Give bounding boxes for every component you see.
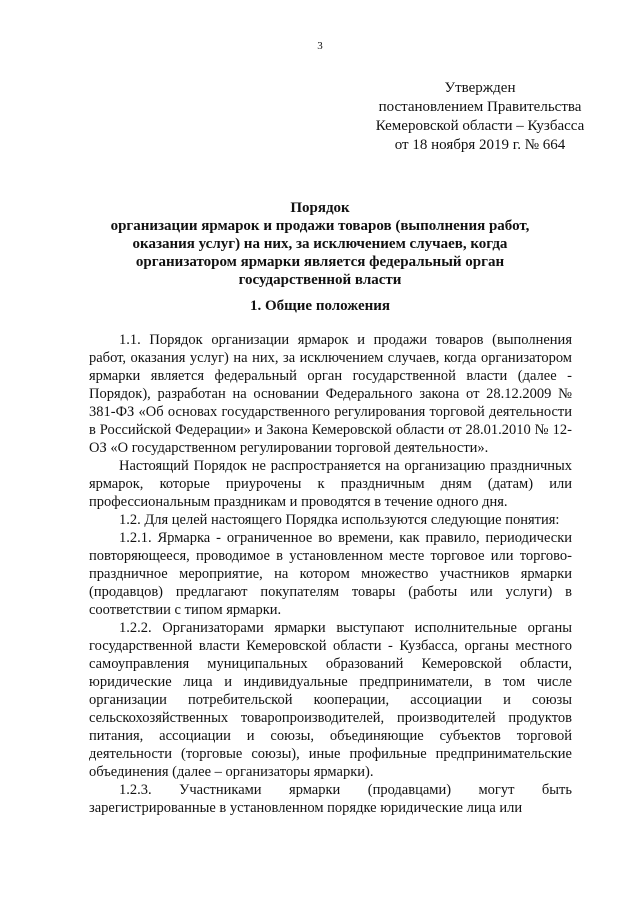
title-line: государственной власти bbox=[238, 272, 402, 288]
page-number: 3 bbox=[317, 40, 323, 52]
body-text bbox=[89, 331, 572, 817]
title-line: оказания услуг) на них, за исключением случаев, когда bbox=[132, 236, 508, 252]
approval-line: Утвержден bbox=[444, 80, 516, 96]
document-title bbox=[80, 199, 560, 289]
paragraph-scope: Настоящий Порядок не распространяется на организацию праздничных ярмарок, которые приурочены к праздничным дням (датам) или профессиональным праздникам и проводятся в течение одного дня. bbox=[89, 458, 572, 510]
approval-line: Кемеровской области – Кузбасса bbox=[375, 118, 585, 134]
approval-line: постановлением Правительства bbox=[378, 99, 582, 115]
title-line: организатором ярмарки является федеральный орган bbox=[135, 254, 505, 270]
title-line: организации ярмарок и продажи товаров (выполнения работ, bbox=[110, 218, 530, 234]
title-line: Порядок bbox=[290, 200, 350, 216]
paragraph-1-2-3: 1.2.3. Участниками ярмарки (продавцами) могут быть зарегистрированные в установленном порядке юридические лица или bbox=[89, 782, 572, 816]
approval-block bbox=[360, 79, 600, 155]
approval-line: от 18 ноября 2019 г. № 664 bbox=[394, 137, 566, 153]
paragraph-1-2-1: 1.2.1. Ярмарка - ограниченное во времени, как правило, периодически повторяющееся, проводимое в установленном месте торговое или торгово-праздничное мероприятие, на котором множество участников ярмарки (продавцов) предлагают покупателям товары (работы или услуги) в соответствии с типом ярмарки. bbox=[89, 530, 572, 618]
paragraph-1-2-2: 1.2.2. Организаторами ярмарки выступают исполнительные органы государственной власти Кемеровской области - Кузбасса, органы местного самоуправления муниципальных образований Кемеровской области, юридические лица и индивидуальные предприниматели, в том числе организации потребительской кооперации, ассоциации и союзы сельскохозяйственных товаропроизводителей, производителей продуктов питания, ассоциации и союзы, объединяющие субъектов торговой деятельности (торговые союзы), иные профильные предпринимательские объединения (далее – организаторы ярмарки). bbox=[89, 620, 572, 780]
section-heading: 1. Общие положения bbox=[249, 298, 391, 314]
paragraph-1-2: 1.2. Для целей настоящего Порядка используются следующие понятия: bbox=[119, 512, 560, 528]
paragraph-1-1: 1.1. Порядок организации ярмарок и продажи товаров (выполнения работ, оказания услуг) на них, за исключением случаев, когда организатором ярмарки является федеральный орган государственной власти (далее - Порядок), разработан на основании Федерального закона от 28.12.2009 № 381-ФЗ «Об основах государственного регулирования торговой деятельности в Российской Федерации» и Закона Кемеровской области от 28.01.2010 № 12-ОЗ «О государственном регулировании торговой деятельности». bbox=[89, 332, 572, 456]
